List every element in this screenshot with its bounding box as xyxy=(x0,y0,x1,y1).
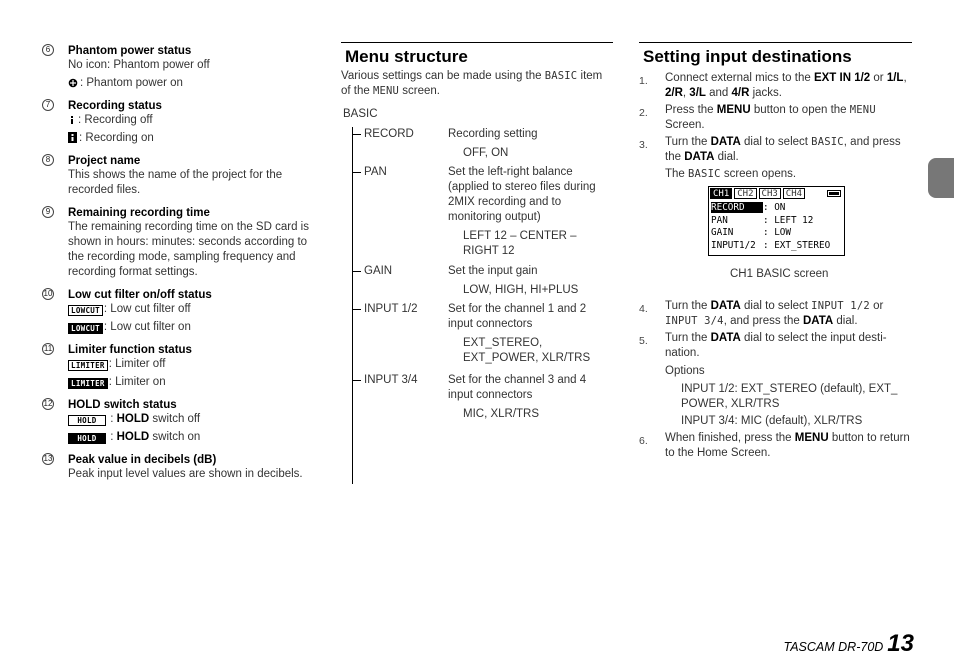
row-value: : LEFT 12 xyxy=(763,214,814,226)
options-list xyxy=(681,382,912,429)
item-line xyxy=(68,302,317,317)
section-intro xyxy=(341,69,613,99)
lcd-term: INPUT 1/2 xyxy=(811,300,870,312)
step-text: The xyxy=(665,168,689,180)
step-bold: DATA xyxy=(710,332,741,344)
item-title: Remaining recording time xyxy=(68,207,210,219)
hold-on-icon: HOLD xyxy=(68,433,106,444)
item-title: Limiter function status xyxy=(68,344,192,356)
item-title: Peak value in decibels (dB) xyxy=(68,454,217,466)
item-number: 12 xyxy=(43,399,53,408)
step-text: , and press the xyxy=(665,136,901,163)
step-bold: 4/R xyxy=(731,87,750,99)
step-number: 6. xyxy=(639,435,648,447)
tree-row-desc xyxy=(448,127,613,161)
limiter-on-icon: LIMITER xyxy=(68,378,108,389)
step-bold: EXT IN 1/2 xyxy=(813,72,871,84)
tree-row-desc xyxy=(448,264,613,298)
options-text: EXT_STEREO, EXT_POWER, XLR/TRS xyxy=(463,337,591,364)
step-3 xyxy=(639,135,912,182)
intro-text: item of the xyxy=(341,70,603,97)
item-title: HOLD switch status xyxy=(68,399,177,411)
row-key: RECORD xyxy=(711,202,763,213)
step-text: , and press the xyxy=(723,315,803,327)
lowcut-off-icon: LOWCUT xyxy=(68,305,103,316)
item-number: 10 xyxy=(43,289,53,298)
item-line-text: switch on xyxy=(149,431,201,443)
tree-branch xyxy=(352,380,361,381)
step-text: Turn the xyxy=(665,332,711,344)
footer-brand: TASCAM DR-70D xyxy=(783,640,884,654)
item-title: Recording status xyxy=(68,100,162,112)
tree-row-name: GAIN xyxy=(364,265,393,277)
item-line-text: switch off xyxy=(149,413,201,425)
tree-row-desc xyxy=(448,373,613,422)
item-body: The remaining recording time on the SD card is shown in hours: minutes: seconds according to the recording mode, sampling frequency and recording format settings. xyxy=(68,221,309,278)
page-number: 13 xyxy=(887,630,914,657)
item-line-text: : Recording off xyxy=(78,114,153,126)
item-body: Peak input level values are shown in decibels. xyxy=(68,468,303,480)
item-number: 9 xyxy=(42,206,54,218)
section-heading: Menu structure xyxy=(341,42,613,67)
step-text: Press the xyxy=(665,104,717,116)
item-line-bold: HOLD xyxy=(116,431,150,443)
step-bold: DATA xyxy=(802,315,834,327)
row-key: GAIN xyxy=(711,227,734,238)
list-item xyxy=(42,343,317,390)
lcd-term: BASIC xyxy=(688,168,721,180)
step-4 xyxy=(639,299,912,329)
step-text: Screen. xyxy=(665,119,705,131)
item-line-text: : Low cut filter on xyxy=(103,321,191,333)
options-text: OFF, ON xyxy=(463,147,509,159)
step-text: or xyxy=(869,300,884,312)
tree-root: BASIC xyxy=(343,108,378,120)
list-item xyxy=(42,206,317,280)
desc-text: Set for the channel 1 and 2 input connectors xyxy=(448,303,587,330)
item-line xyxy=(68,357,317,372)
phantom-power-icon xyxy=(68,78,78,88)
options-text: LEFT 12 – CENTER – RIGHT 12 xyxy=(463,230,577,257)
screen-rows xyxy=(711,202,830,252)
step-2 xyxy=(639,103,912,133)
screen-row xyxy=(711,202,830,215)
item-line: HOLD : HOLD switch on xyxy=(68,430,317,445)
step-text: or xyxy=(870,72,887,84)
tree-row-desc xyxy=(448,302,613,366)
tree-branch xyxy=(352,172,361,173)
list-item xyxy=(42,99,317,146)
battery-icon xyxy=(827,190,841,197)
lcd-term: MENU xyxy=(372,85,400,97)
item-number: 13 xyxy=(43,454,53,463)
step-bold: MENU xyxy=(794,432,829,444)
hold-off-icon: HOLD xyxy=(68,415,106,426)
desc-text: Recording setting xyxy=(448,128,538,140)
row-value: : ON xyxy=(763,202,786,213)
tree-row-desc xyxy=(448,165,613,259)
limiter-off-icon: LIMITER xyxy=(68,360,108,371)
step-bold: DATA xyxy=(684,151,715,163)
step-text: dial. xyxy=(714,151,739,163)
step-bold: 2/R xyxy=(665,87,683,99)
tree-row-name: INPUT 3/4 xyxy=(364,374,418,386)
step-text: dial. xyxy=(833,315,858,327)
screen-caption: CH1 BASIC screen xyxy=(730,268,829,280)
item-line xyxy=(68,131,317,146)
item-line: No icon: Phantom power off xyxy=(68,59,210,71)
row-value: : EXT_STEREO xyxy=(763,239,831,251)
tree-branch xyxy=(352,134,361,135)
step-text: and xyxy=(705,87,732,99)
step-text: Connect external mics to the xyxy=(665,72,814,84)
item-line-text: : Phantom power on xyxy=(80,77,183,89)
section-heading: Setting input destinations xyxy=(639,42,912,67)
step-bold: DATA xyxy=(710,136,741,148)
intro-text: screen. xyxy=(399,85,440,97)
item-line-text: : Recording on xyxy=(79,132,154,144)
list-item xyxy=(42,288,317,335)
list-item xyxy=(42,44,317,91)
desc-text: Set the input gain xyxy=(448,265,538,277)
step-number: 4. xyxy=(639,303,648,315)
item-line xyxy=(68,113,317,128)
lowcut-on-icon: LOWCUT xyxy=(68,323,103,334)
step-text: button to return to the Home Screen. xyxy=(665,432,910,459)
tree-line xyxy=(352,127,353,484)
item-line-text: : Limiter on xyxy=(108,376,166,388)
basic-screen-illustration xyxy=(708,186,845,256)
item-title: Low cut filter on/off status xyxy=(68,289,212,301)
tab-ch1: CH1 xyxy=(710,188,732,199)
step-number: 5. xyxy=(639,335,648,347)
step-6 xyxy=(639,431,912,461)
item-title: Project name xyxy=(68,155,141,167)
step-1 xyxy=(639,71,912,101)
step-bold: MENU xyxy=(716,104,751,116)
record-off-icon xyxy=(68,115,76,125)
item-number: 8 xyxy=(42,154,54,166)
options-text: LOW, HIGH, HI+PLUS xyxy=(463,284,579,296)
list-item xyxy=(42,453,317,482)
tab-ch2: CH2 xyxy=(734,188,756,199)
desc-text: Set the left-right balance (applied to stereo files during 2MIX recording and to monitoring output) xyxy=(448,166,596,223)
chapter-side-tab xyxy=(928,158,954,198)
row-key: PAN xyxy=(711,214,728,226)
step-text: , xyxy=(682,87,690,99)
list-item xyxy=(42,154,317,198)
step-number: 2. xyxy=(639,107,648,119)
option-item: INPUT 1/2: EXT_STEREO (default), EXT_ POWER, XLR/TRS xyxy=(681,383,898,410)
step-text: When finished, press the xyxy=(665,432,795,444)
step-text: button to open the xyxy=(750,104,850,116)
step-text: , xyxy=(903,72,907,84)
step-text: screen opens. xyxy=(720,168,797,180)
tree-row-name: PAN xyxy=(364,166,387,178)
status-icons-list xyxy=(42,44,317,490)
tab-ch4: CH4 xyxy=(783,188,805,199)
item-number: 6 xyxy=(42,44,54,56)
page-footer xyxy=(784,630,914,658)
option-item: INPUT 3/4: MIC (default), XLR/TRS xyxy=(681,415,863,427)
channel-tabs xyxy=(710,188,805,199)
menu-tree xyxy=(341,107,613,420)
tree-row-name: RECORD xyxy=(364,128,414,140)
step-5 xyxy=(639,331,912,429)
tree-branch xyxy=(352,271,361,272)
list-item xyxy=(42,398,317,445)
lcd-term: MENU xyxy=(849,104,876,116)
screen-row xyxy=(711,240,830,253)
screen-row xyxy=(711,227,830,240)
step-bold: 1/L xyxy=(886,72,904,84)
item-body: This shows the name of the project for the recorded files. xyxy=(68,169,283,196)
screen-row xyxy=(711,215,830,228)
item-number: 11 xyxy=(43,344,53,353)
step-number: 1. xyxy=(639,75,648,87)
tree-branch xyxy=(352,309,361,310)
lcd-term: BASIC xyxy=(811,136,844,148)
lcd-term: INPUT 3/4 xyxy=(665,315,724,327)
options-label: Options xyxy=(665,365,705,377)
step-text: jacks. xyxy=(749,87,782,99)
intro-text: Various settings can be made using the xyxy=(341,70,545,82)
item-title: Phantom power status xyxy=(68,45,192,57)
desc-text: Set for the channel 3 and 4 input connectors xyxy=(448,374,587,401)
options-text: MIC, XLR/TRS xyxy=(463,408,540,420)
item-line-text: : Low cut filter off xyxy=(103,303,191,315)
step-text: dial to select xyxy=(740,136,812,148)
menu-structure-section xyxy=(341,42,613,420)
item-number: 7 xyxy=(42,99,54,111)
step-bold: DATA xyxy=(710,300,741,312)
step-text: Turn the xyxy=(665,136,711,148)
step-text: Turn the xyxy=(665,300,711,312)
item-line: HOLD : HOLD switch off xyxy=(68,412,317,427)
row-value: : LOW xyxy=(763,227,791,238)
step-text: dial to select xyxy=(740,300,812,312)
tree-row-name: INPUT 1/2 xyxy=(364,303,418,315)
item-line xyxy=(68,375,317,390)
item-line-text: : Limiter off xyxy=(108,358,166,370)
steps-list xyxy=(639,71,912,461)
record-on-icon xyxy=(68,132,77,143)
item-line xyxy=(68,76,317,91)
item-line xyxy=(68,320,317,335)
row-key: INPUT1/2 xyxy=(711,239,756,251)
step-text: dial to select the input desti-nation. xyxy=(665,332,887,359)
step-bold: 3/L xyxy=(689,87,706,99)
step-sub xyxy=(665,167,912,182)
item-line-bold: HOLD xyxy=(116,413,150,425)
lcd-term: BASIC xyxy=(544,70,578,82)
tab-ch3: CH3 xyxy=(759,188,781,199)
step-number: 3. xyxy=(639,139,648,151)
